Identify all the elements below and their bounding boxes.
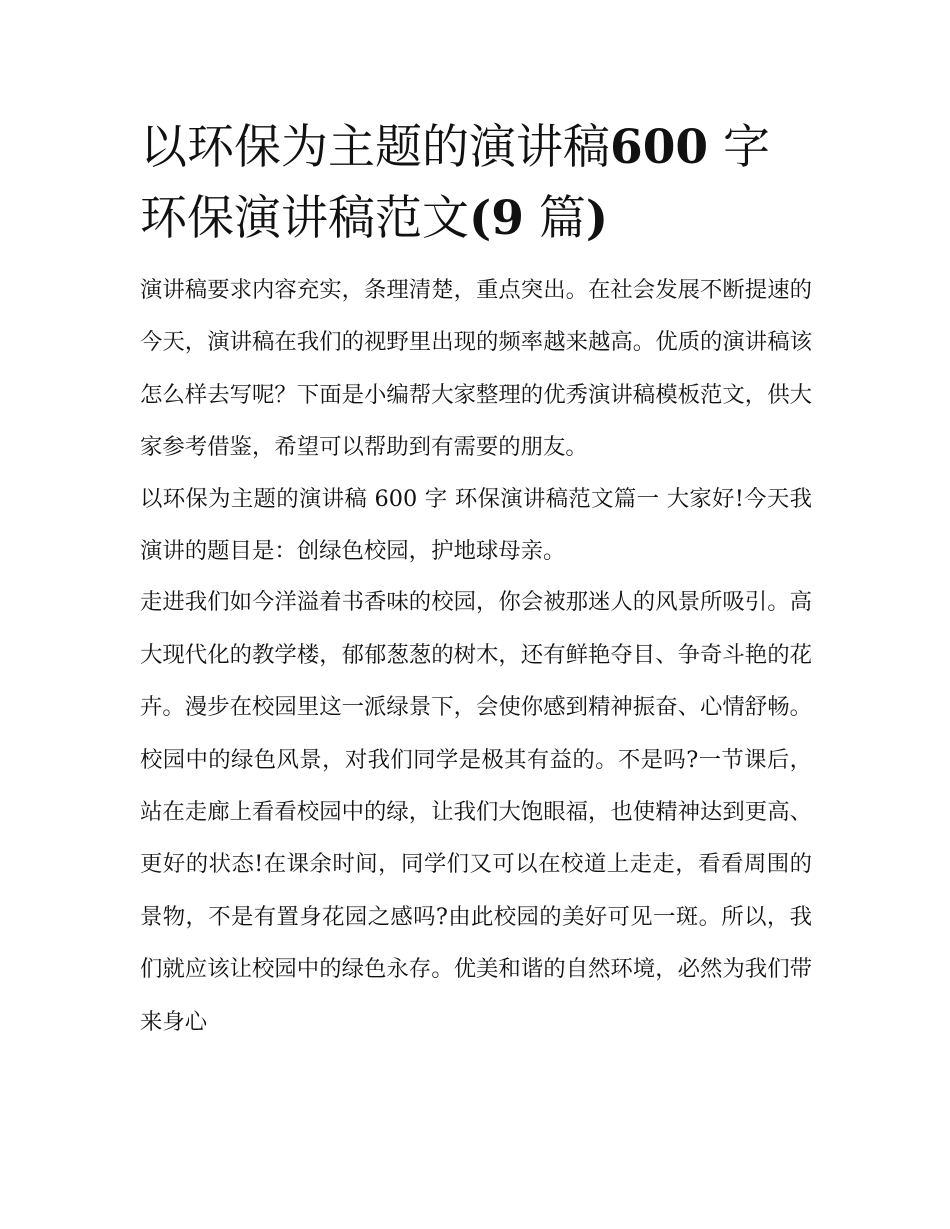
title-line-1 xyxy=(140,112,812,183)
title-number: 600 xyxy=(610,120,709,175)
title-text: 以环保为主题的演讲稿 xyxy=(140,120,610,175)
title-text: 环保演讲稿范文 xyxy=(140,191,469,246)
document-title xyxy=(140,112,812,254)
document-content xyxy=(140,112,812,1047)
title-close-paren: ) xyxy=(585,191,609,246)
title-text: 篇 xyxy=(523,191,586,246)
title-text: 字 xyxy=(708,120,771,175)
intro-paragraph: 演讲稿要求内容充实，条理清楚，重点突出。在社会发展不断提速的今天，演讲稿在我们的视野里出现的频率越来越高。优质的演讲稿该怎么样去写呢？下面是小编帮大家整理的优秀演讲稿模板范文，供大家参考借鉴，希望可以帮助到有需要的朋友。 xyxy=(140,277,812,461)
title-line-2 xyxy=(140,183,812,254)
speech-opening-paragraph: 以环保为主题的演讲稿 600 字 环保演讲稿范文篇一 大家好!今天我演讲的题目是：创绿色校园，护地球母亲。 xyxy=(140,485,812,565)
title-count: (9 xyxy=(469,191,524,246)
body-paragraph: 走进我们如今洋溢着书香味的校园，你会被那迷人的风景所吸引。高大现代化的教学楼，郁郁葱葱的树木，还有鲜艳夺目、争奇斗艳的花卉。漫步在校园里这一派绿景下，会使你感到精神振奋、心情舒畅。校园中的绿色风景，对我们同学是极其有益的。不是吗?一节课后，站在走廊上看看校园中的绿，让我们大饱眼福，也使精神达到更高、更好的状态!在课余时间，同学们又可以在校道上走走，看看周围的景物，不是有置身花园之感吗?由此校园的美好可见一斑。所以，我们就应该让校园中的绿色永存。优美和谐的自然环境，必然为我们带来身心 xyxy=(140,589,812,1035)
